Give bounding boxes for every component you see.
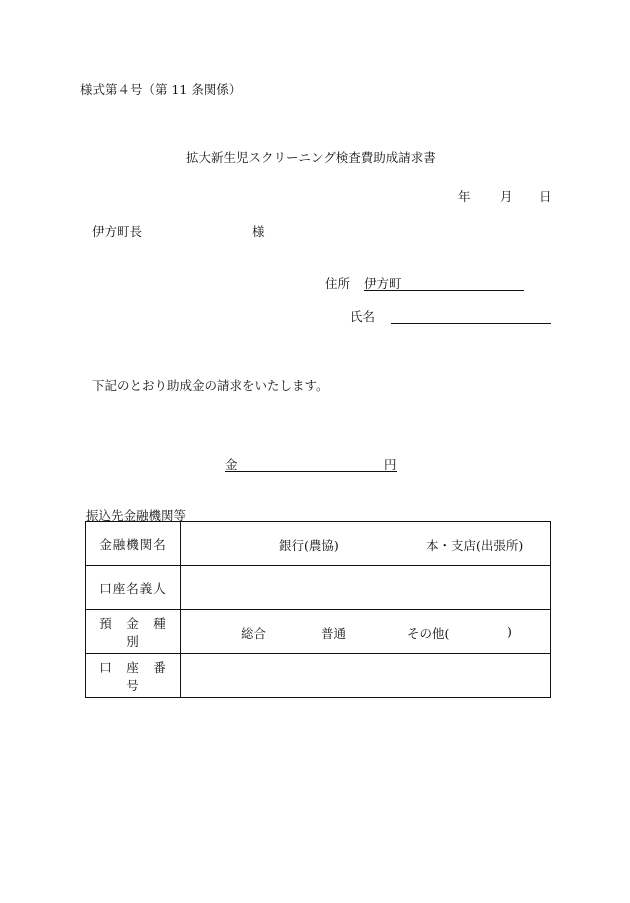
deposit-type-label: 預 金 種 別 [86, 610, 181, 654]
addressee-honorific: 様 [252, 224, 265, 239]
name-field[interactable] [391, 307, 551, 324]
account-holder-cell[interactable] [181, 566, 551, 610]
page-title: 拡大新生児スクリーニング検査費助成請求書 [186, 150, 436, 165]
table-row [86, 522, 551, 566]
account-number-cell[interactable] [181, 654, 551, 698]
amount-suffix: 円 [384, 457, 397, 472]
addressee-name: 伊方町長 [92, 224, 143, 239]
bank-table [85, 521, 551, 698]
account-number-label: 口 座 番 号 [86, 654, 181, 698]
table-row [86, 654, 551, 698]
address-label: 住所 [325, 276, 351, 291]
deposit-option-other-close: ) [507, 624, 512, 639]
bank-name-label: 金融機関名 [86, 522, 181, 566]
deposit-option-general[interactable]: 総合 [241, 626, 267, 641]
deposit-option-other[interactable]: その他( [407, 626, 450, 641]
bank-section-heading: 振込先金融機関等 [86, 508, 187, 523]
deposit-option-ordinary[interactable]: 普通 [321, 626, 347, 641]
bank-name-cell[interactable] [181, 522, 551, 566]
table-row [86, 566, 551, 610]
amount-field[interactable] [225, 455, 397, 472]
date-year: 年 [458, 189, 471, 204]
request-text: 下記のとおり助成金の請求をいたします。 [92, 378, 329, 393]
deposit-type-cell[interactable] [181, 610, 551, 654]
date-day: 日 [539, 189, 552, 204]
address-value: 伊方町 [364, 276, 402, 291]
branch-type-text: 本・支店(出張所) [426, 538, 524, 553]
account-holder-label: 口座名義人 [86, 566, 181, 610]
table-row [86, 610, 551, 654]
form-number: 様式第４号（第 11 条関係） [80, 82, 242, 97]
bank-type-text: 銀行(農協) [279, 538, 339, 553]
amount-prefix: 金 [225, 457, 238, 472]
address-field[interactable] [364, 274, 524, 291]
name-label: 氏名 [350, 309, 376, 324]
date-month: 月 [500, 189, 513, 204]
